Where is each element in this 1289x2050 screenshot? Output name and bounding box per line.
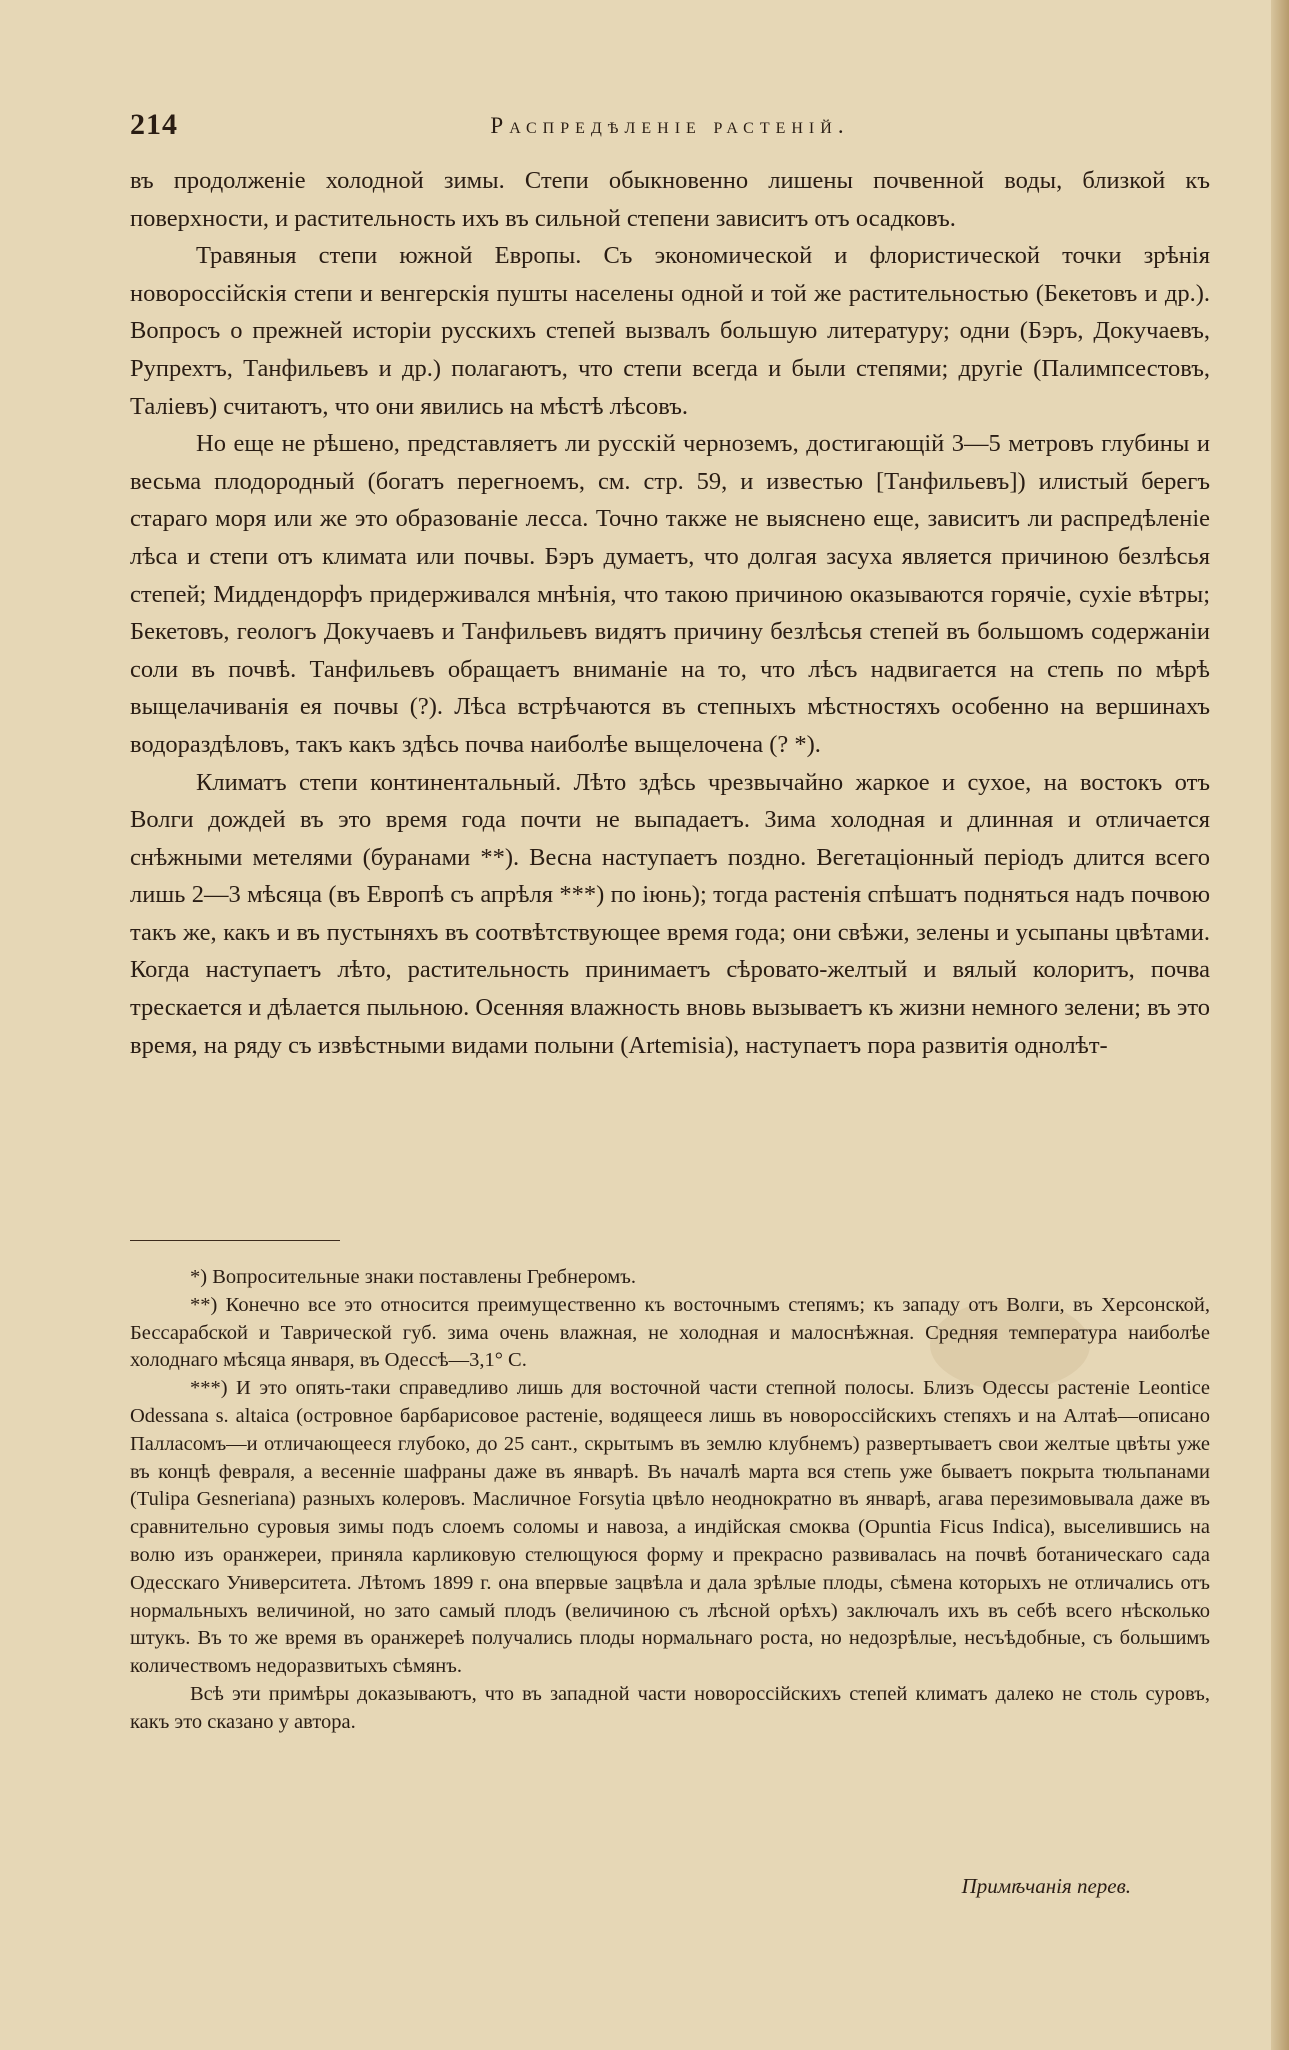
main-text [130, 162, 1210, 1064]
page-header [130, 108, 1210, 148]
footnote-3: ***) И это опять-таки справедливо лишь для восточной части степной полосы. Близъ Одессы растеніе Leontice Odessana s. altaica (островное барбарисовое растеніе, водящееся лишь въ новороссійскихъ степяхъ и на Алтаѣ—описано Палласомъ—и отличающееся глубоко, до 25 сант., скрытымъ въ землю клубнемъ) развертываетъ свои желтые цвѣты уже въ концѣ февраля, а весенніе шафраны даже въ январѣ. Въ началѣ марта вся степь уже бываетъ покрыта тюльпанами (Tulipa Gesneriana) разныхъ колеровъ. Масличное Forsytia цвѣло неоднократно въ январѣ, агава перезимовывала даже въ сравнительно суровыя зимы подъ слоемъ соломы и навоза, а индійская смоква (Opuntia Ficus Indica), выселившись на волю изъ оранжереи, приняла карликовую стелющуюся форму и прекрасно развивалась на почвѣ ботаническаго сада Одесскаго Университета. Лѣтомъ 1899 г. она впервые зацвѣла и дала зрѣлые плоды, сѣмена которыхъ не отличались отъ нормальныхъ величиной, но зато самый плодъ (величиною съ лѣсной орѣхъ) заключалъ ихъ въ себѣ всего нѣсколько штукъ. Въ то же время въ оранжереѣ получались плоды нормальнаго роста, но недозрѣлые, несъѣдобные, съ большимъ количествомъ недоразвитыхъ сѣмянъ. [130, 1377, 1210, 1678]
page-spine-edge [1271, 0, 1289, 2050]
paragraph-3: Но еще не рѣшено, представляетъ ли русскій черноземъ, достигающій 3—5 метровъ глубины и весьма плодородный (богатъ перегноемъ, см. стр. 59, и известью [Танфильевъ]) илистый берегъ стараго моря или же это образованіе лесса. Точно также не выяснено еще, зависитъ ли распредѣленіе лѣса и степи отъ климата или почвы. Бэръ думаетъ, что долгая засуха является причиною безлѣсья степей; Миддендорфъ придерживался мнѣнія, что такою причиною оказываются горячіе, сухіе вѣтры; Бекетовъ, геологъ Докучаевъ и Танфильевъ видятъ причину безлѣсья степей въ большомъ содержаніи соли въ почвѣ. Танфильевъ обращаетъ вниманіе на то, что лѣсъ надвигается на степь по мѣрѣ выщелачиванія ея почвы (?). Лѣса встрѣчаются въ степныхъ мѣстностяхъ особенно на вершинахъ водораздѣловъ, такъ какъ здѣсь почва наиболѣе выщелочена (? *). [130, 430, 1210, 758]
running-title: Распредѣленіе растеній. [490, 113, 850, 138]
paragraph-4: Климатъ степи континентальный. Лѣто здѣсь чрезвычайно жаркое и сухое, на востокъ отъ Волги дождей въ это время года почти не выпадаетъ. Зима холодная и длинная и отличается снѣжными метелями (буранами **). Весна наступаетъ поздно. Вегетаціонный періодъ длится всего лишь 2—3 мѣсяца (въ Европѣ съ апрѣля ***) по іюнь); тогда растенія спѣшатъ подняться надъ почвою такъ же, какъ и въ пустыняхъ въ соотвѣтствующее время года; они свѣжи, зелены и усыпаны цвѣтами. Когда наступаетъ лѣто, растительность принимаетъ сѣровато-желтый и вялый колоритъ, почва трескается и дѣлается пыльною. Осенняя влажность вновь вызываетъ къ жизни немного зелени; въ это время, на ряду съ извѣстными видами полыни (Artemisia), наступаетъ пора развитія однолѣт- [130, 768, 1210, 1059]
translator-note-signature: Примѣчанія перев. [961, 1874, 1131, 1898]
paragraph-2: Травяныя степи южной Европы. Съ экономической и флористической точки зрѣнія новороссійскія степи и венгерскія пушты населены одной и той же растительностью (Бекетовъ и др.). Вопросъ о прежней исторіи русскихъ степей вызвалъ большую литературу; одни (Бэръ, Докучаевъ, Рупрехтъ, Танфильевъ и др.) полагаютъ, что степи всегда и были степями; другіе (Палимпсестовъ, Таліевъ) считаютъ, что они явились на мѣстѣ лѣсовъ. [130, 242, 1210, 420]
footnote-conclusion: Всѣ эти примѣры доказываютъ, что въ западной части новороссійскихъ степей климатъ далеко не столь суровъ, какъ это сказано у автора. [130, 1682, 1210, 1733]
footnote-2: **) Конечно все это относится преимущественно къ восточнымъ степямъ; къ западу отъ Волги, въ Херсонской, Бессарабской и Таврической губ. зима очень влажная, не холодная и малоснѣжная. Средняя температура наиболѣе холоднаго мѣсяца января, въ Одессѣ—3,1° С. [130, 1293, 1210, 1372]
footnotes [130, 1264, 1210, 1737]
footnote-1: *) Вопросительные знаки поставлены Гребнеромъ. [190, 1266, 636, 1288]
footnote-divider [130, 1240, 340, 1241]
page-number: 214 [130, 108, 178, 141]
paragraph-1: въ продолженіе холодной зимы. Степи обыкновенно лишены почвенной воды, близкой къ поверхности, и растительность ихъ въ сильной степени зависитъ отъ осадковъ. [130, 167, 1210, 232]
